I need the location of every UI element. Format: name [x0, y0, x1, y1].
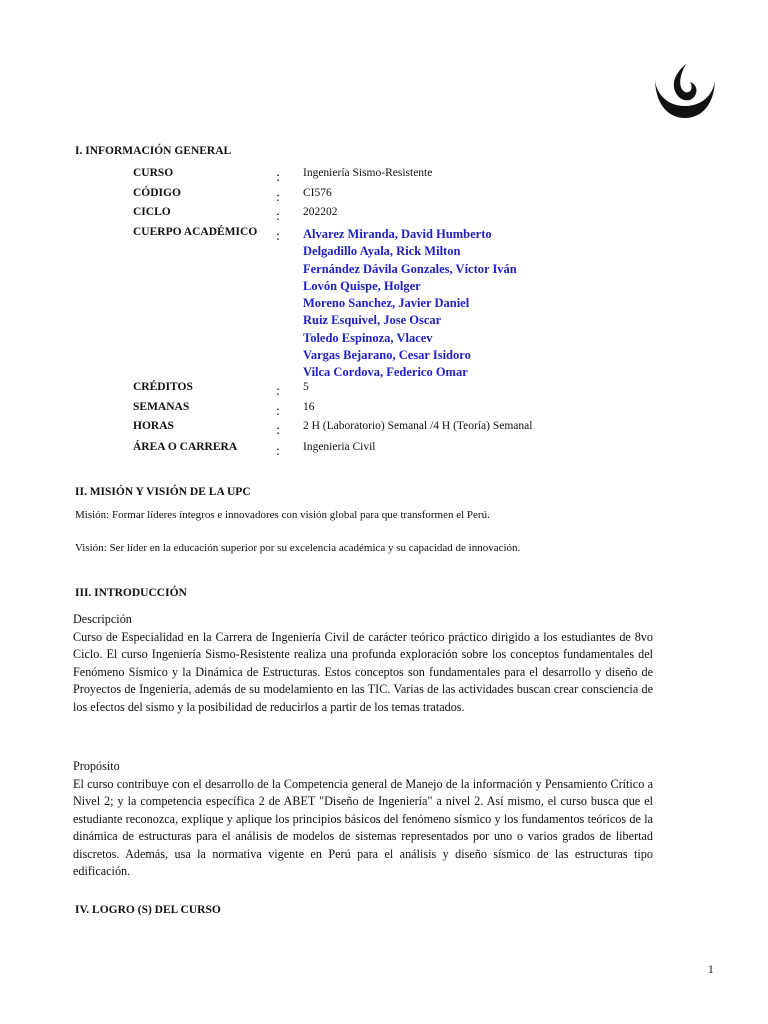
- label-cuerpo-academico: CUERPO ACADÉMICO: [133, 226, 258, 238]
- faculty-member: Toledo Espinoza, Vlacev: [303, 330, 433, 345]
- description-block: [73, 611, 653, 716]
- faculty-member: Alvarez Miranda, David Humberto: [303, 227, 492, 241]
- faculty-list: [303, 226, 517, 382]
- faculty-member: Vilca Cordova, Federico Omar: [303, 365, 468, 380]
- faculty-member: Delgadillo Ayala, Rick Milton: [303, 244, 461, 259]
- section-heading-info: I. INFORMACIÓN GENERAL: [75, 145, 232, 157]
- section-heading-logros: IV. LOGRO (S) DEL CURSO: [75, 904, 221, 916]
- colon: :: [276, 404, 280, 419]
- faculty-member: Lovón Quispe, Holger: [303, 278, 421, 293]
- colon: :: [276, 423, 280, 438]
- upc-logo: [652, 60, 718, 120]
- value-ciclo: 202202: [303, 206, 338, 218]
- vision-text: Visión: Ser líder en la educación superior por su excelencia académica y su capacidad de innovación.: [75, 542, 521, 554]
- colon: :: [276, 444, 280, 459]
- description-text: Curso de Especialidad en la Carrera de Ingeniería Civil de carácter teórico práctico dirigido a los estudiantes de 8vo Ciclo. El curso Ingeniería Sismo-Resistente realiza una profunda exploración sobre los conceptos fundamentales del Fenómeno Sísmico y la Dinámica de Estructuras. Estos conceptos son fundamentales para el desarrollo y diseño de Proyectos de Ingeniería, además de su modelamiento en las TIC. Varias de las actividades buscan crear consciencia de los efectos del sismo y la posibilidad de reducirlos a partir de los temas tratados.: [73, 629, 653, 714]
- label-creditos: CRÉDITOS: [133, 381, 193, 393]
- value-semanas: 16: [303, 401, 315, 413]
- value-horas: 2 H (Laboratorio) Semanal /4 H (Teoría) Semanal: [303, 420, 533, 432]
- colon: :: [276, 384, 280, 399]
- faculty-member: Vargas Bejarano, Cesar Isidoro: [303, 348, 471, 363]
- label-codigo: CÓDIGO: [133, 187, 181, 199]
- faculty-member: Moreno Sanchez, Javier Daniel: [303, 296, 470, 311]
- description-title: Descripción: [73, 612, 132, 626]
- purpose-title: Propósito: [73, 759, 120, 773]
- label-curso: CURSO: [133, 167, 174, 179]
- purpose-text: El curso contribuye con el desarrollo de la Competencia general de Manejo de la información y Pensamiento Crítico a Nivel 2; y la competencia específica 2 de ABET "Diseño de Ingeniería" a nivel 2. Así mismo, el curso busca que el estudiante reconozca, explique y aplique los principios básicos del fenómeno sísmico y los fundamentos teóricos de la dinámica de estructuras para el análisis de modelos de sistemas representados por uno o varios grados de libertad discretos. Además, usa la normativa vigente en Perú para el análisis y diseño sísmico de las estructuras tipo edificación.: [73, 776, 653, 878]
- section-heading-mision-vision: II. MISIÓN Y VISIÓN DE LA UPC: [75, 486, 251, 498]
- label-horas: HORAS: [133, 420, 174, 432]
- colon: :: [276, 229, 280, 244]
- value-area: Ingenieria Civil: [303, 441, 376, 453]
- faculty-member: Ruiz Esquivel, Jose Oscar: [303, 313, 442, 328]
- colon: :: [276, 170, 280, 185]
- value-curso: Ingeniería Sismo-Resistente: [303, 167, 433, 179]
- colon: :: [276, 209, 280, 224]
- label-area: ÁREA O CARRERA: [133, 441, 238, 453]
- purpose-block: [73, 758, 653, 881]
- page-number: 1: [708, 964, 714, 976]
- mision-text: Misión: Formar líderes íntegros e innovadores con visión global para que transformen el Perú.: [75, 509, 490, 521]
- label-ciclo: CICLO: [133, 206, 171, 218]
- label-semanas: SEMANAS: [133, 401, 190, 413]
- section-heading-introduccion: III. INTRODUCCIÓN: [75, 587, 187, 599]
- value-codigo: CI576: [303, 187, 332, 199]
- colon: :: [276, 190, 280, 205]
- value-creditos: 5: [303, 381, 309, 393]
- faculty-member: Fernández Dávila Gonzales, Víctor Iván: [303, 261, 517, 276]
